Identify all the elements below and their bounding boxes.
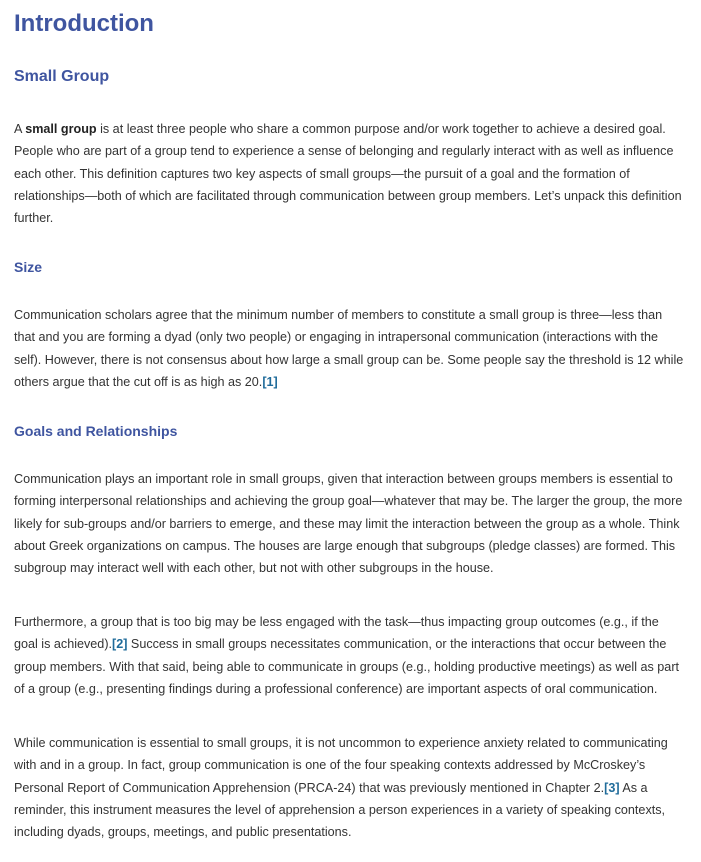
small-group-text: is at least three people who share a common purpose and/or work together to achieve a desired goal. People who are part of a group tend to experience a sense of belonging and regularly interact with as well as influence each other. This definition captures two key aspects of small groups—the pursuit of a goal and the formation of relationships—both of which are facilitated through communication between group members. Let’s unpack this definition further. xyxy=(14,122,682,226)
goals-paragraph-1: Communication plays an important role in small groups, given that interaction between groups members is essential to forming interpersonal relationships and achieving the group goal—whatever that may be. The larger the group, the more likely for sub-groups and/or barriers to emerge, and these may limit the interaction between the group as a whole. Think about Greek organizations on campus. The houses are large enough that subgroups (pledge classes) are formed. This subgroup may interact well with each other, but not with other subgroups in the house. xyxy=(14,472,683,576)
size-paragraph xyxy=(14,304,686,393)
goals-paragraph-2 xyxy=(14,611,686,700)
goals-paragraph-3-before: While communication is essential to small groups, it is not uncommon to experience anxiety related to communicating with and in a group. In fact, group communication is one of the four speaking contexts addressed by McCroskey’s Personal Report of Communication Apprehension (PRCA-24) that was previously mentioned in Chapter 2. xyxy=(14,736,668,795)
footnote-link-3[interactable]: [3] xyxy=(604,780,620,795)
page-title: Introduction xyxy=(14,10,154,37)
goals-paragraph-2-after: Success in small groups necessitates communication, or the interactions that occur between the group members. With that said, being able to communicate in groups (e.g., holding productive meetings) as well as part of a group (e.g., presenting findings during a professional conference) are important aspects of oral communication. xyxy=(14,637,680,696)
size-text: Communication scholars agree that the minimum number of members to constitute a small group is three—less than that and you are forming a dyad (only two people) or engaging in intrapersonal communication (interactions with the self). However, there is not consensus about how large a small group can be. Some people say the threshold is 12 while others argue that the cut off is as high as 20. xyxy=(14,308,684,389)
section-title-size: Size xyxy=(14,259,43,275)
footnote-link-2[interactable]: [2] xyxy=(112,637,128,652)
section-title-goals: Goals and Relationships xyxy=(14,423,178,439)
goals-paragraph-3 xyxy=(14,732,686,843)
small-group-paragraph xyxy=(14,118,686,229)
goals-paragraph-2-before: Furthermore, a group that is too big may be less engaged with the task—thus impacting group outcomes (e.g., if the goal is achieved). xyxy=(14,615,659,652)
section-title-small-group: Small Group xyxy=(14,68,110,85)
small-group-term: small group xyxy=(25,122,97,136)
goals-paragraph-3-after: As a reminder, this instrument measures the level of apprehension a person experiences in a variety of speaking contexts, including dyads, groups, meetings, and public presentations. xyxy=(14,780,666,840)
small-group-prefix: A xyxy=(14,122,26,136)
footnote-link-1[interactable]: [1] xyxy=(262,374,278,389)
